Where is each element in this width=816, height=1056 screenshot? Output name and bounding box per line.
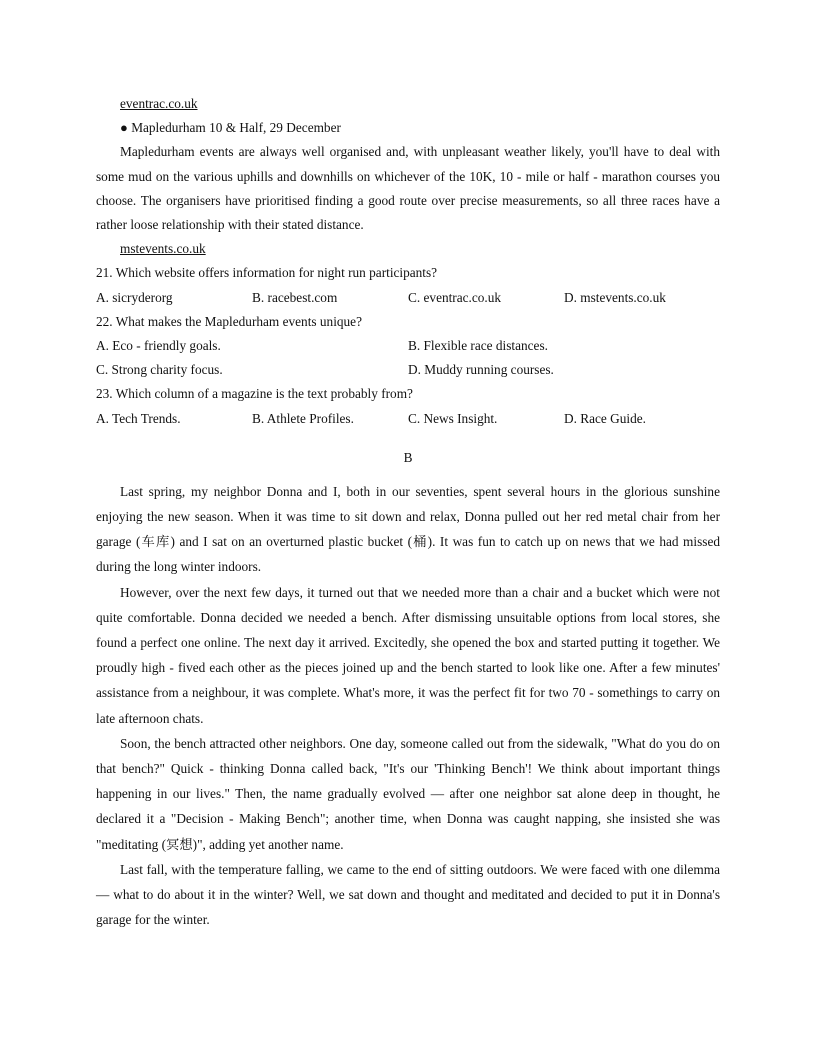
question-21-options <box>96 286 720 310</box>
option-a[interactable]: A. Eco - friendly goals. <box>96 337 221 353</box>
option-c[interactable]: C. Strong charity focus. <box>96 362 223 378</box>
passage-paragraph-4: Last fall, with the temperature falling, we came to the end of sitting outdoors. We were faced with one dilemma — what to do about it in the winter? Well, we sat down and thought and meditated and decided to put it in Donna's garage for the winter. <box>96 861 720 928</box>
link-text[interactable]: mstevents.co.uk <box>120 241 206 257</box>
option-c[interactable]: C. eventrac.co.uk <box>408 289 502 305</box>
event-description: Mapledurham events are always well organised and, with unpleasant weather likely, you'll have to deal with some mud on the various uphills and downhills on whichever of the 10K, 10 - mile or half - marathon courses you choose. The organisers have prioritised finding a good route over precise measurements, so all three races have a rather loose relationship with their stated distance. <box>96 144 720 232</box>
section-b-label: B <box>403 449 413 465</box>
question-22-stem: 22. What makes the Mapledurham events unique? <box>96 313 362 329</box>
option-a[interactable]: A. Tech Trends. <box>96 410 181 426</box>
link-text[interactable]: eventrac.co.uk <box>120 96 198 111</box>
question-23-stem: 23. Which column of a magazine is the text probably from? <box>96 386 413 402</box>
event-title: Mapledurham 10 & Half, 29 December <box>131 120 341 136</box>
question-22-options-row2 <box>96 358 720 382</box>
option-b[interactable]: B. Flexible race distances. <box>408 337 548 353</box>
bullet-icon: ● <box>120 120 128 136</box>
website-link-mstevents[interactable] <box>96 237 720 261</box>
website-link-eventrac[interactable] <box>96 92 720 116</box>
option-a[interactable]: A. sicryderorg <box>96 289 173 305</box>
question-22-options-row1 <box>96 334 720 358</box>
passage-paragraph-1: Last spring, my neighbor Donna and I, both in our seventies, spent several hours in the glorious sunshine enjoying the new season. When it was time to sit down and relax, Donna pulled out her red metal chair from her garage (车库) and I sat on an overturned plastic bucket (桶). It was fun to catch up on news that we had missed during the long winter indoors. <box>96 483 720 575</box>
option-b[interactable]: B. racebest.com <box>252 289 338 305</box>
option-b[interactable]: B. Athlete Profiles. <box>252 410 354 426</box>
document-page <box>96 92 720 932</box>
passage-paragraph-3: Soon, the bench attracted other neighbors. One day, someone called out from the sidewalk, "What do you do on that bench?" Quick - thinking Donna called back, "It's our 'Thinking Bench'! We think about important things happening in our lives." Then, the name gradually evolved — after one neighbor sat alone deep in thought, he declared it a "Decision - Making Bench"; another time, when Donna was caught napping, she insisted she was "meditating (冥想)", adding yet another name. <box>96 735 720 852</box>
question-21-stem: 21. Which website offers information for night run participants? <box>96 265 438 281</box>
question-23-options <box>96 407 720 431</box>
passage-paragraph-2: However, over the next few days, it turned out that we needed more than a chair and a bucket which were not quite comfortable. Donna decided we needed a bench. After dismissing unsuitable options from local stores, she found a perfect one online. The next day it arrived. Excitedly, she opened the box and started putting it together. We proudly high - fived each other as the pieces joined up and the bench started to look like one. After a few minutes' assistance from a neighbour, it was complete. What's more, it was the perfect fit for two 70 - somethings to carry on late afternoon chats. <box>96 584 720 726</box>
option-d[interactable]: D. Race Guide. <box>564 410 646 426</box>
option-d[interactable]: D. mstevents.co.uk <box>564 289 666 305</box>
option-d[interactable]: D. Muddy running courses. <box>408 362 554 378</box>
event-heading <box>96 116 720 140</box>
option-c[interactable]: C. News Insight. <box>408 410 498 426</box>
